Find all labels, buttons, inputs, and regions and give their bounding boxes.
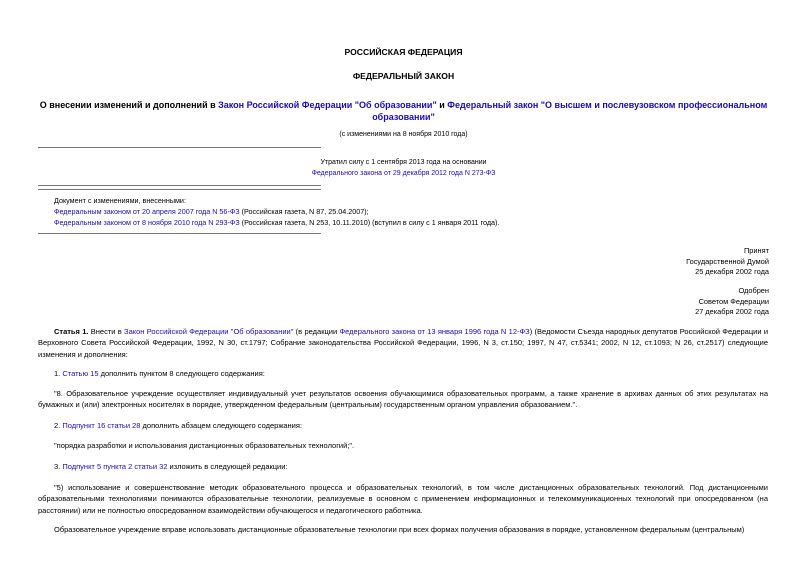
country-heading: РОССИЙСКАЯ ФЕДЕРАЦИЯ [344,47,463,57]
article-1-link-education-law[interactable]: Закон Российской Федерации "Об образовании" [124,327,294,336]
item-3-link[interactable]: Подпункт 5 пункта 2 статьи 32 [62,462,168,471]
amendment-item [54,218,774,229]
divider [38,233,321,234]
article-1 [38,326,768,360]
accepted-label: Принят [743,246,769,255]
item-1-link[interactable]: Статью 15 [62,369,99,378]
item-3-quote: "5) использование и совершенствование методик образовательного процесса и образовательных технологий, в том числе дистанционных образовательных технологий. Под дистанционными образовательными технологиями понимаются образовательные технологии, реализуемые в основном с применением информационных и телекоммуникационных технологий при опосредованном (на расстоянии) или не полностью опосредованном взаимодействии обучающегося и педагогического работника. [38,483,768,515]
item-3-num: 3. [54,462,63,471]
amendment-link-2010[interactable]: Федеральным законом от 8 ноября 2010 года N 293-ФЗ [54,217,240,227]
item-4-text: Образовательное учреждение вправе использовать дистанционные образовательные технологии при всех формах получения образования в порядке, установленном федеральным (центральным) [54,525,745,534]
revision-note: (с изменениями на 8 ноября 2010 года) [339,131,468,138]
accepted-date: 25 декабря 2002 года [695,267,769,277]
item-2-link[interactable]: Подпункт 16 статьи 28 [62,421,141,430]
amendments-intro: Документ с изменениями, внесенными: [54,196,186,205]
approved-date: 27 декабря 2002 года [695,307,769,317]
approved-label: Одобрен [738,286,769,295]
item-1 [38,368,768,379]
article-1-text: ) (Ведомости Съезда народных депутатов Российской Федерации и Верховного Совета Российской Федерации, 1992, N 30, ст.1797; Собрание законодательства Российской Федерации, 1996, N 3, ст.150; 1997, N 47, ст.5341; 2002, N 12, ст.1093; N 26, ст.2517) следующие изменения и дополнения: [38,327,769,359]
item-2-num: 2. [54,421,63,430]
item-3-text: изложить в следующей редакции: [167,462,288,471]
amendment-item [54,207,774,218]
title-link-higher-education-law[interactable]: Федеральный закон "О высшем и послевузовском профессиональном образовании" [372,100,768,122]
adoption-duma [569,246,769,278]
council-label: Советом Федерации [698,296,769,306]
title-middle: и [439,100,445,110]
article-1-text: (в редакции [293,327,340,336]
article-1-link-1996-law[interactable]: Федерального закона от 13 января 1996 года N 12-ФЗ [339,327,530,336]
item-2-text: дополнить абзацем следующего содержания: [140,421,303,430]
doc-type-heading: ФЕДЕРАЛЬНЫЙ ЗАКОН [352,71,455,81]
adoption-council [569,286,769,318]
amendments-block [54,196,774,228]
amendment-text: (Российская газета, N 87, 25.04.2007); [239,206,369,216]
status-link-wrap [0,169,807,179]
item-2-quote: "порядка разработки и использования дистанционных образовательных технологий;". [54,441,355,450]
page-title [30,100,777,123]
duma-label: Государственной Думой [686,256,769,266]
item-1-text: дополнить пунктом 8 следующего содержания: [98,369,265,378]
divider [38,147,321,148]
status-line: Утратил силу с 1 сентября 2013 года на основании [320,159,487,166]
item-3 [38,461,768,472]
amendment-link-2007[interactable]: Федеральным законом от 20 апреля 2007 года N 56-ФЗ [54,206,240,216]
title-link-education-law[interactable]: Закон Российской Федерации "Об образовании" [218,100,437,110]
status-repeal-link[interactable]: Федерального закона от 29 декабря 2012 года N 273-ФЗ [311,170,496,177]
amendment-text: (Российская газета, N 253, 10.11.2010) (вступил в силу с 1 января 2011 года). [239,217,500,227]
divider [38,185,321,186]
title-prefix: О внесении изменений и дополнений в [39,100,216,110]
item-1-num: 1. [54,369,63,378]
article-1-label: Статья 1. [54,327,89,336]
item-1-quote: "8. Образовательное учреждение осуществляет индивидуальный учет результатов освоения обучающимися образовательных программ, а также хранение в архивах данных об этих результатах на бумажных и (или) электронных носителях в порядке, утвержденном федеральным (центральным) государственным органом управления образованием.". [38,389,768,410]
divider [38,189,321,190]
item-2 [38,420,768,431]
article-1-text: Внести в [88,327,125,336]
